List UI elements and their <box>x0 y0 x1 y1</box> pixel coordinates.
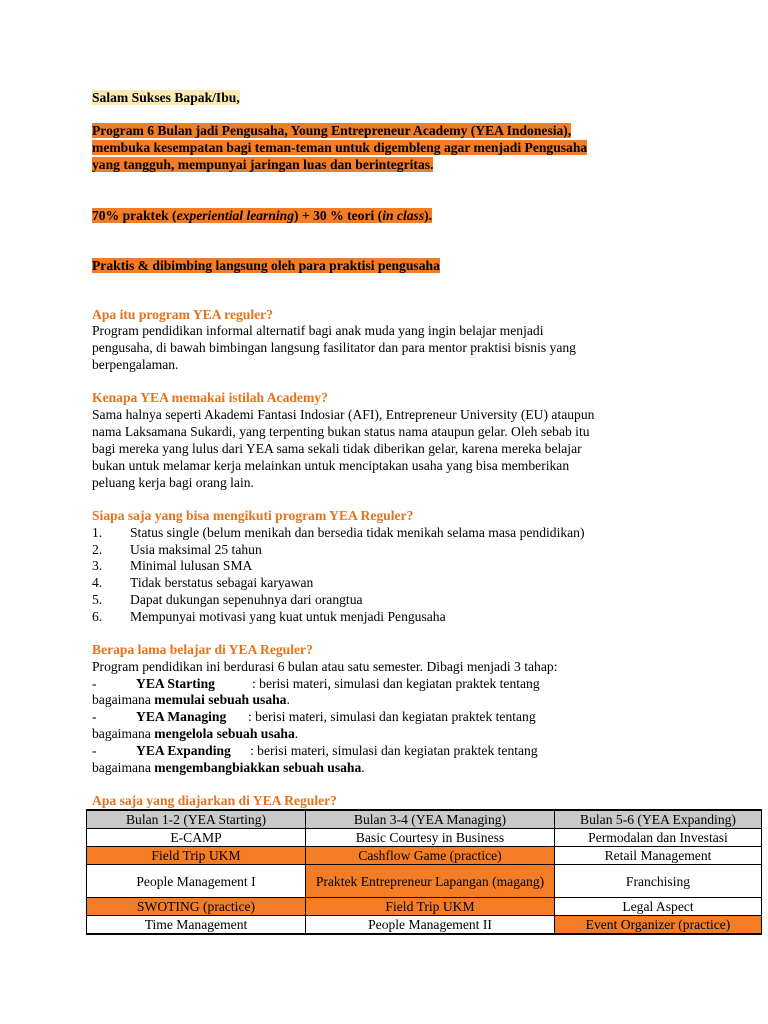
table-cell: Event Organizer (practice) <box>555 916 762 935</box>
table-cell: People Management I <box>87 865 306 898</box>
table-cell: Field Trip UKM <box>87 847 306 865</box>
table-cell: Field Trip UKM <box>306 898 555 916</box>
table-cell: Franchising <box>555 865 762 898</box>
table-cell: Time Management <box>87 916 306 935</box>
list-item: 6. Mempunyai motivasi yang kuat untuk menjadi Pengusaha <box>92 609 446 624</box>
why-line-1: Sama halnya seperti Akademi Fantasi Indosiar (AFI), Entrepreneur University (EU) ataupun <box>92 407 595 422</box>
table-cell: Legal Aspect <box>555 898 762 916</box>
what-line-1: Program pendidikan informal alternatif bagi anak muda yang ingin belajar menjadi <box>92 323 544 338</box>
stage-expanding-goal: bagaimana mengembangbiakkan sebuah usaha. <box>92 760 365 775</box>
table-cell: SWOTING (practice) <box>87 898 306 916</box>
intro-line-3: yang tangguh, mempunyai jaringan luas dan berintegritas. <box>92 157 434 172</box>
table-header-cell: Bulan 1-2 (YEA Starting) <box>87 810 306 829</box>
list-item: 4. Tidak berstatus sebagai karyawan <box>92 575 314 590</box>
what-line-3: berpengalaman. <box>92 357 179 372</box>
table-header-cell: Bulan 5-6 (YEA Expanding) <box>555 810 762 829</box>
section-title-who: Siapa saja yang bisa mengikuti program YEA Reguler? <box>92 508 414 523</box>
table-row <box>87 829 762 847</box>
list-item: 2. Usia maksimal 25 tahun <box>92 542 262 557</box>
why-line-3: bagi mereka yang lulus dari YEA sama sekali tidak diberikan gelar, karena mereka belajar <box>92 441 582 456</box>
stage-starting: - YEA Starting : berisi materi, simulasi dan kegiatan praktek tentang <box>92 676 540 691</box>
table-cell: People Management II <box>306 916 555 935</box>
table-row <box>87 847 762 865</box>
section-title-curriculum: Apa saja yang diajarkan di YEA Reguler? <box>92 793 337 808</box>
why-line-4: bukan untuk melamar kerja melainkan untuk menciptakan usaha yang bisa memberikan <box>92 458 570 473</box>
practical-statement: Praktis & dibimbing langsung oleh para praktisi pengusaha <box>92 258 440 273</box>
table-cell: Retail Management <box>555 847 762 865</box>
why-line-5: peluang kerja bagi orang lain. <box>92 475 254 490</box>
intro-line-2: membuka kesempatan bagi teman-teman untuk digembleng agar menjadi Pengusaha <box>92 140 588 155</box>
table-cell: Praktek Entrepreneur Lapangan (magang) <box>306 865 555 898</box>
stage-starting-goal: bagaimana memulai sebuah usaha. <box>92 692 290 707</box>
table-cell: Cashflow Game (practice) <box>306 847 555 865</box>
stage-managing-goal: bagaimana mengelola sebuah usaha. <box>92 726 299 741</box>
table-row <box>87 898 762 916</box>
table-row <box>87 865 762 898</box>
stage-managing: - YEA Managing : berisi materi, simulasi dan kegiatan praktek tentang <box>92 709 536 724</box>
intro-line-1: Program 6 Bulan jadi Pengusaha, Young Entrepreneur Academy (YEA Indonesia), <box>92 123 572 138</box>
table-cell: Permodalan dan Investasi <box>555 829 762 847</box>
how-long-intro: Program pendidikan ini berdurasi 6 bulan atau satu semester. Dibagi menjadi 3 tahap: <box>92 659 558 674</box>
greeting: Salam Sukses Bapak/Ibu, <box>92 90 240 105</box>
curriculum-table <box>86 809 762 935</box>
ratio-statement: 70% praktek (experiential learning) + 30 % teori (in class). <box>92 208 433 223</box>
list-item: 3. Minimal lulusan SMA <box>92 558 253 573</box>
what-line-2: pengusaha, di bawah bimbingan langsung fasilitator dan para mentor praktisi bisnis yang <box>92 340 576 355</box>
list-item: 1. Status single (belum menikah dan bersedia tidak menikah selama masa pendidikan) <box>92 525 585 540</box>
table-header-row <box>87 810 762 829</box>
stage-expanding: - YEA Expanding : berisi materi, simulasi dan kegiatan praktek tentang <box>92 743 538 758</box>
section-title-how-long: Berapa lama belajar di YEA Reguler? <box>92 642 313 657</box>
section-title-what: Apa itu program YEA reguler? <box>92 307 273 322</box>
why-line-2: nama Laksamana Sukardi, yang terpenting bukan status nama ataupun gelar. Oleh sebab itu <box>92 424 590 439</box>
section-title-why: Kenapa YEA memakai istilah Academy? <box>92 390 328 405</box>
list-item: 5. Dapat dukungan sepenuhnya dari orangtua <box>92 592 363 607</box>
table-header-cell: Bulan 3-4 (YEA Managing) <box>306 810 555 829</box>
table-row <box>87 916 762 935</box>
table-cell: Basic Courtesy in Business <box>306 829 555 847</box>
table-cell: E-CAMP <box>87 829 306 847</box>
